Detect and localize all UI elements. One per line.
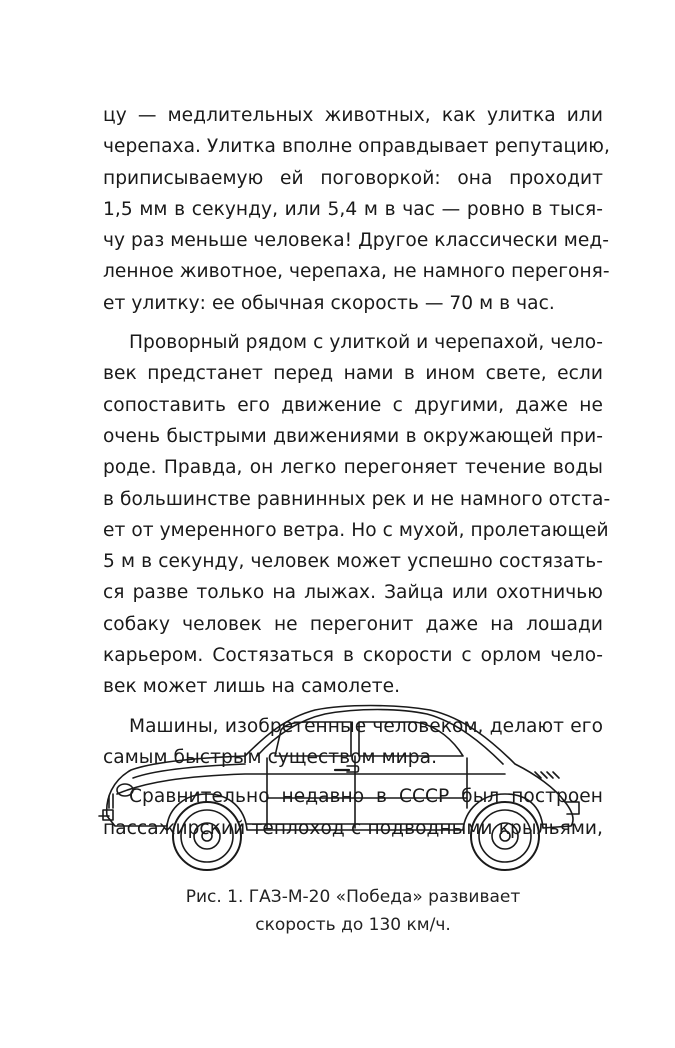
- text-line: сопоставить его движение с другими, даже не: [103, 394, 603, 416]
- text-line: черепаха. Улитка вполне оправдывает репутацию,: [103, 136, 610, 158]
- text-line: 5 м в секунду, человек может успешно состязать-: [103, 551, 603, 573]
- caption-text-1: ГАЗ-М-20 «Победа» развивает: [248, 887, 521, 907]
- text-line: ет улитку: ее обычная скорость — 70 м в час.: [103, 292, 555, 314]
- caption-label: Рис. 1.: [185, 887, 244, 907]
- text-line: роде. Правда, он легко перегоняет течение воды: [103, 457, 603, 479]
- car-body-outline: [107, 706, 573, 831]
- figure-caption: [103, 883, 603, 939]
- text-line: ся разве только на лыжах. Зайца или охотничью: [103, 582, 603, 604]
- text-line: Машины, изобретенные человеком, делают его: [129, 715, 603, 737]
- caption-line-2: скорость до 130 км/ч.: [255, 915, 451, 935]
- front-window: [275, 722, 351, 756]
- text-line: приписываемую ей поговоркой: она проходит: [103, 167, 603, 189]
- text-line: цу — медлительных животных, как улитка или: [103, 105, 603, 126]
- text-line: самым быстрым существом мира.: [103, 746, 438, 768]
- text-line: 1,5 мм в секунду, или 5,4 м в час — ровно в тыся-: [103, 198, 603, 220]
- text-line: пассажирский теплоход с подводными крыльями,: [103, 817, 603, 839]
- text-line: ленное животное, черепаха, не намного перегоня-: [103, 261, 610, 283]
- text-line: Проворный рядом с улиткой и черепахой, чело-: [129, 332, 603, 354]
- rear-wheel: [471, 802, 539, 870]
- text-line: очень быстрыми движениями в окружающей при-: [103, 425, 603, 447]
- text-line: век может лишь на самолете.: [103, 676, 401, 698]
- caption-line-1: [103, 883, 603, 911]
- front-wheel: [173, 802, 241, 870]
- rear-window: [359, 722, 463, 756]
- text-line: карьером. Состязаться в скорости с орлом чело-: [103, 645, 603, 667]
- text-line: ет от умеренного ветра. Но с мухой, пролетающей: [103, 519, 609, 541]
- text-line: собаку человек не перегонит даже на лошади: [103, 613, 603, 635]
- text-line: Сравнительно недавно в СССР был построен: [129, 786, 603, 808]
- car-illustration: [95, 698, 595, 876]
- text-line: век предстанет перед нами в ином свете, если: [103, 363, 603, 385]
- text-line: в большинстве равнинных рек и не намного отста-: [103, 488, 611, 510]
- text-line: чу раз меньше человека! Другое классически мед-: [103, 230, 610, 252]
